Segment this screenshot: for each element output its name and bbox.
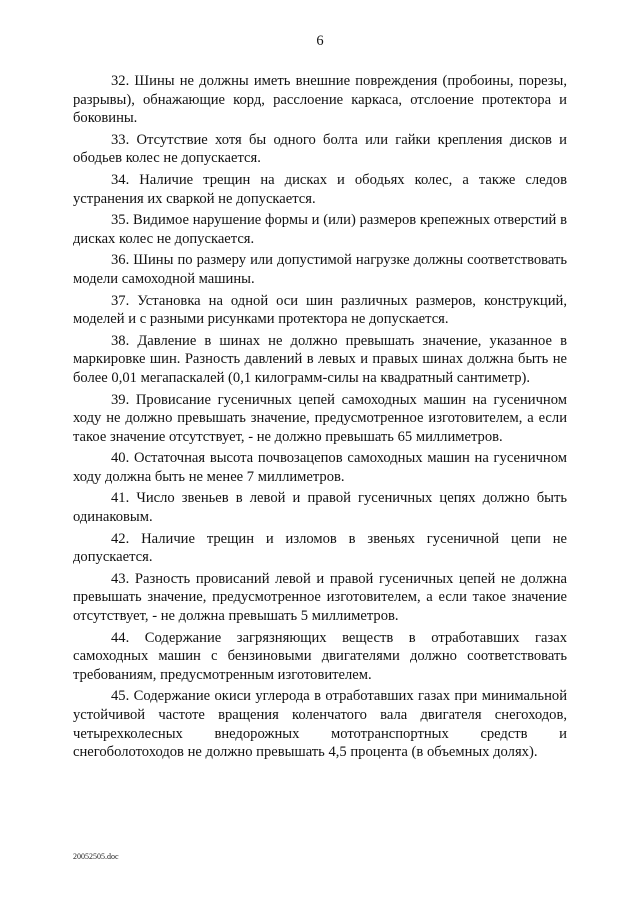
paragraph-39: 39. Провисание гусеничных цепей самоходных машин на гусеничном ходу не должно превышать значение, предусмотренное изготовителем, а если такое значение отсутствует, - не должно превышать 65 миллиметров. <box>73 391 567 445</box>
paragraph-34: 34. Наличие трещин на дисках и ободьях колес, а также следов устранения их сваркой не допускается. <box>73 171 567 207</box>
paragraph-40: 40. Остаточная высота почвозацепов самоходных машин на гусеничном ходу должна быть не менее 7 миллиметров. <box>73 450 567 485</box>
paragraph-37: 37. Установка на одной оси шин различных размеров, конструкций, моделей и с разными рисунками протектора не допускается. <box>73 292 567 328</box>
document-body <box>73 72 567 765</box>
paragraph-42: 42. Наличие трещин и изломов в звеньях гусеничной цепи не допускается. <box>73 530 567 566</box>
paragraph-45: 45. Содержание окиси углерода в отработавших газах при минимальной устойчивой частоте вращения коленчатого вала двигателя снегоходов, четырехколесных внедорожных мототранспортных средств и снегоболотоходов не должно превышать 4,5 процента (в объемных долях). <box>73 688 567 761</box>
paragraph-43: 43. Разность провисаний левой и правой гусеничных цепей не должна превышать значение, предусмотренное изготовителем, а если такое значение отсутствует, - не должна превышать 5 миллиметров. <box>73 570 567 625</box>
paragraph-36: 36. Шины по размеру или допустимой нагрузке должны соответствовать модели самоходной машины. <box>73 252 567 287</box>
page-number: 6 <box>316 33 324 49</box>
paragraph-38: 38. Давление в шинах не должно превышать значение, указанное в маркировке шин. Разность давлений в левых и правых шинах должна быть не более 0,01 мегапаскалей (0,1 килограмм-силы на квадратный сантиметр). <box>73 332 567 386</box>
paragraph-32: 32. Шины не должны иметь внешние повреждения (пробоины, порезы, разрывы), обнажающие корд, расслоение каркаса, отслоение протектора и боковины. <box>73 73 567 127</box>
paragraph-35: 35. Видимое нарушение формы и (или) размеров крепежных отверстий в дисках колес не допускается. <box>73 212 567 247</box>
paragraph-44: 44. Содержание загрязняющих веществ в отработавших газах самоходных машин с бензиновыми двигателями должно соответствовать требованиям, предусмотренным изготовителем. <box>73 629 567 683</box>
file-name-footer: 20052505.doc <box>73 852 119 861</box>
paragraph-41: 41. Число звеньев в левой и правой гусеничных цепях должно быть одинаковым. <box>73 490 567 526</box>
paragraph-33: 33. Отсутствие хотя бы одного болта или гайки крепления дисков и ободьев колес не допускается. <box>73 131 567 167</box>
